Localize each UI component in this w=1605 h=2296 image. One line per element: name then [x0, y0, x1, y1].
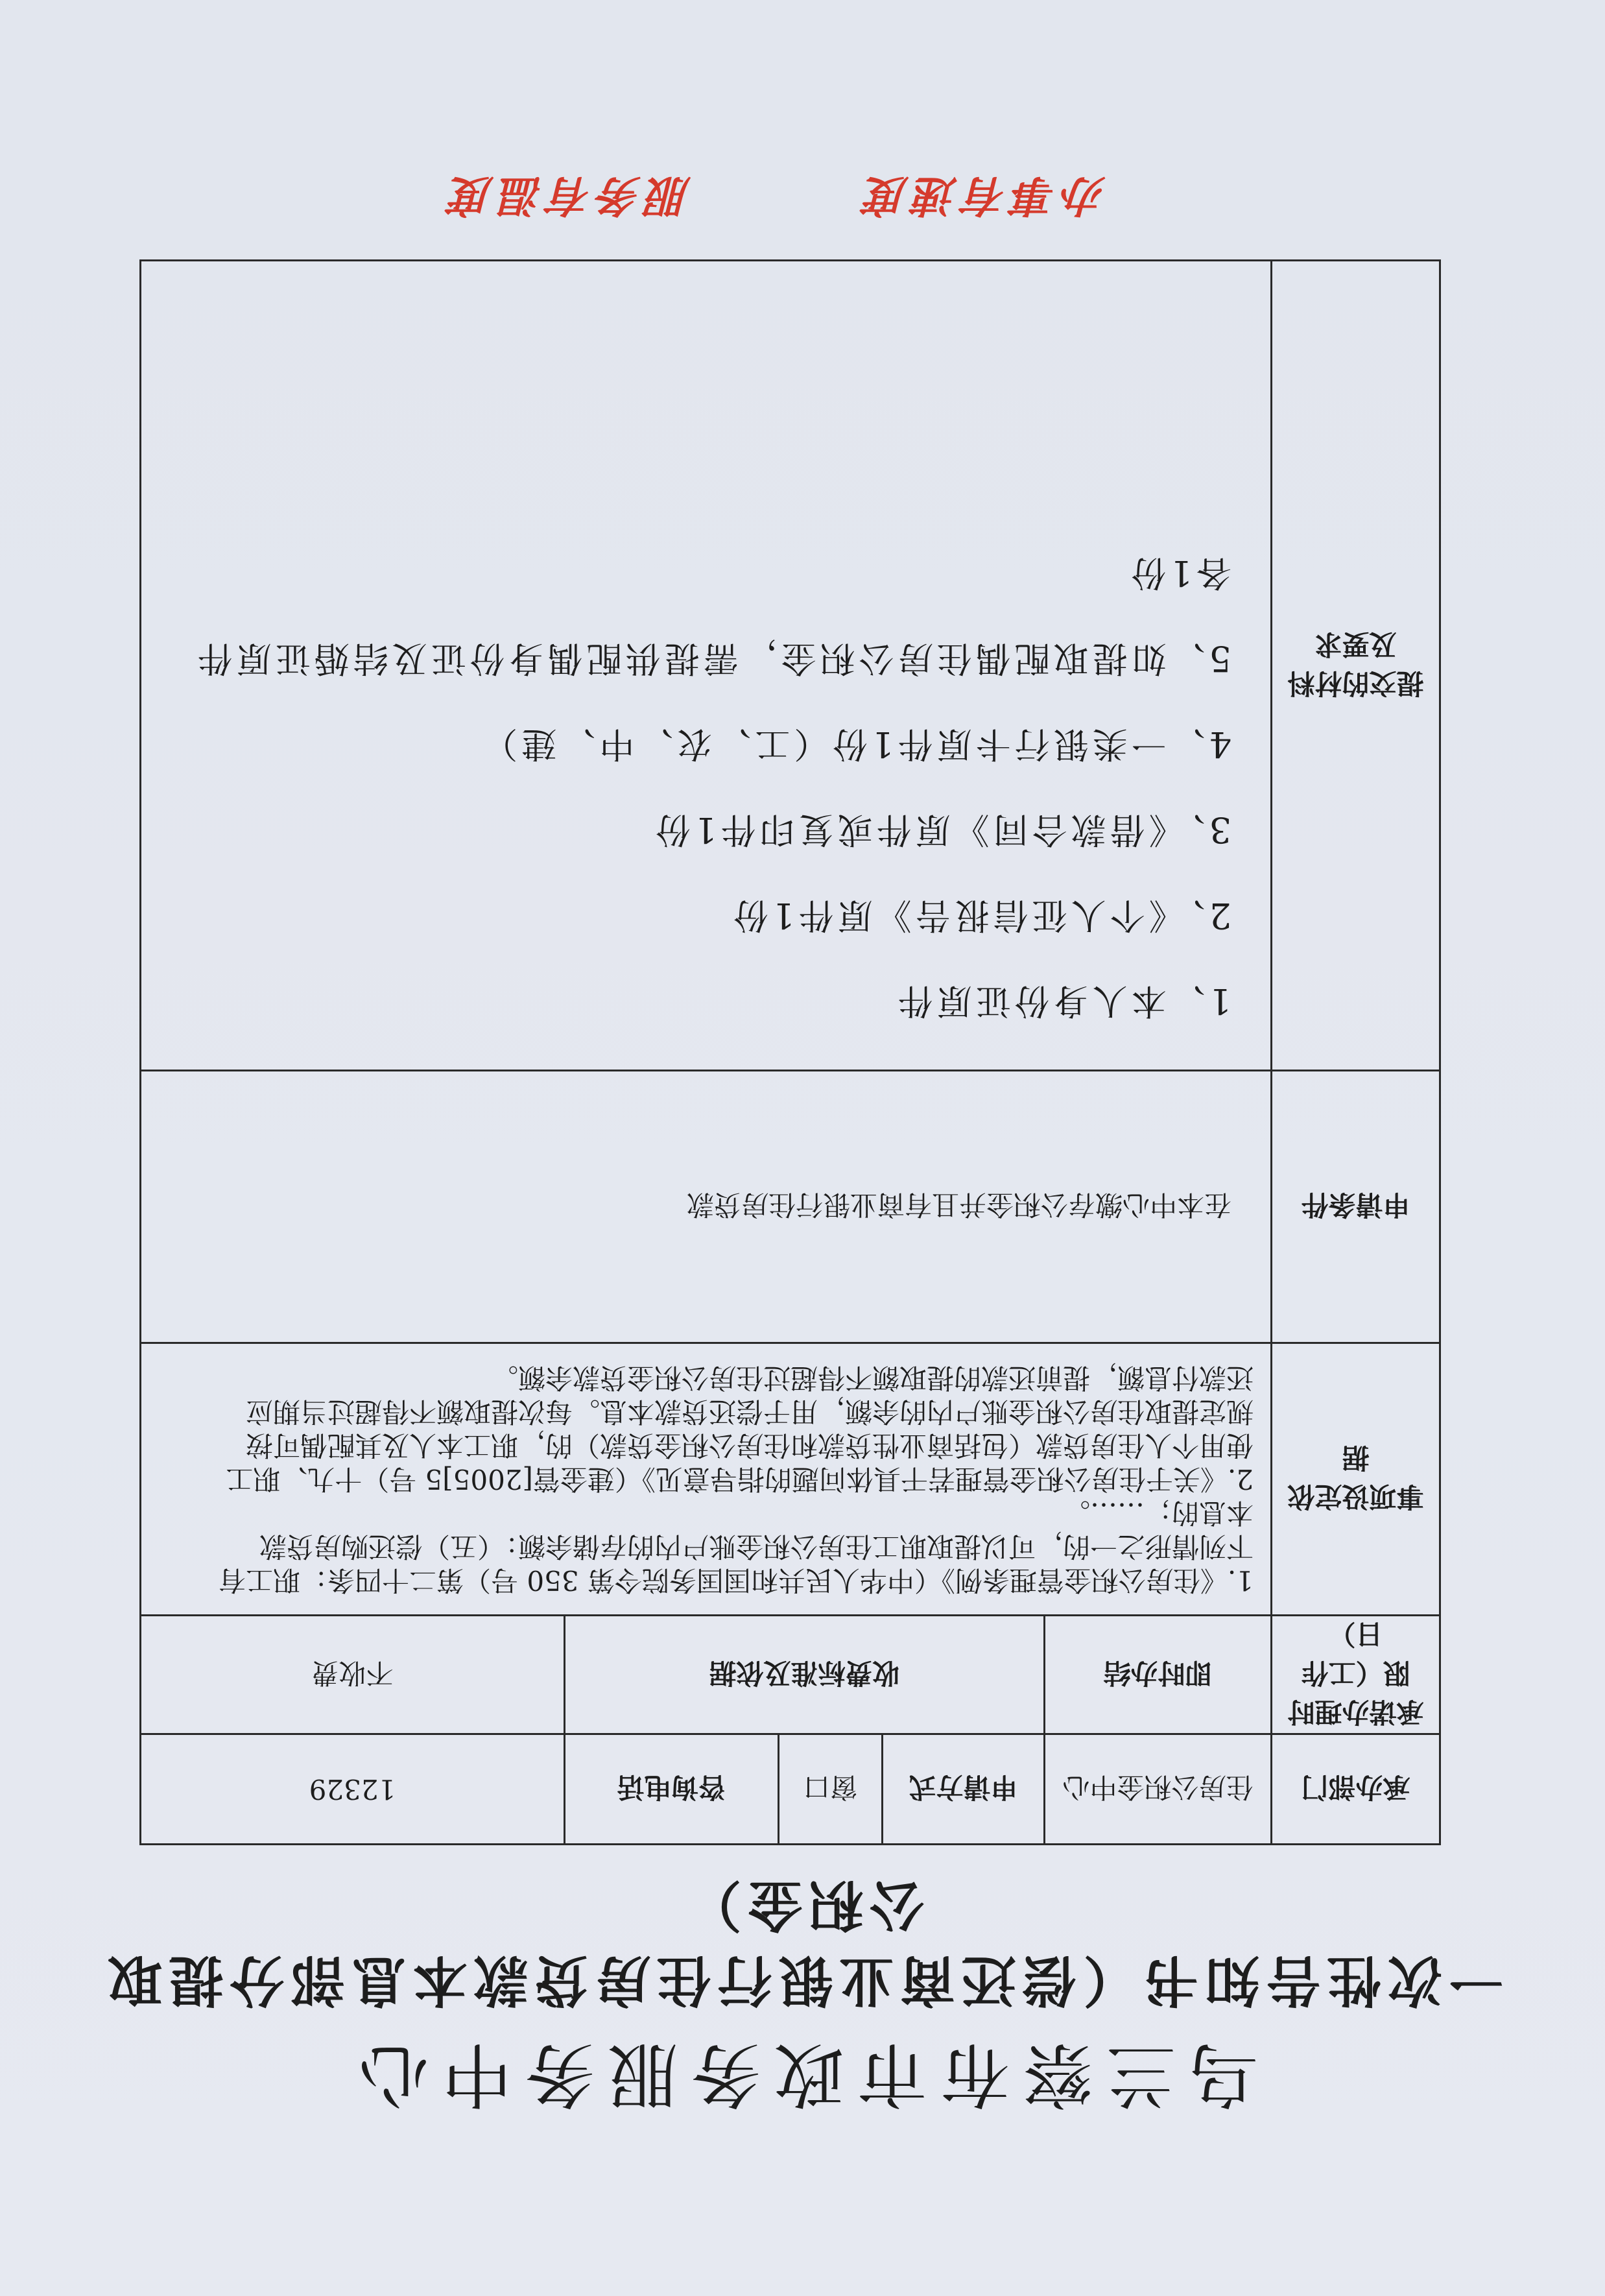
- notice-title-line1: 一次性告知书（偿还商业银行住房贷款本息部分提取: [101, 1948, 1504, 2013]
- dept-label: 承办部门: [1272, 1734, 1440, 1845]
- row-basis: [140, 1343, 1440, 1616]
- method-label: 申请方式: [883, 1734, 1045, 1845]
- basis-line: 还款付息额，提前还款的提取额不得超过住房公积金贷款余额。: [490, 1362, 1254, 1394]
- slogan-speed: 办事有速度: [859, 171, 1106, 221]
- notice-table: [139, 259, 1441, 1845]
- slogan-warmth: 服务有温度: [444, 171, 691, 221]
- basis-line: 使用个人住房贷款（包括商业性贷款和住房公积金贷款）的，职工本人及其配偶可按: [245, 1429, 1254, 1462]
- time-limit-label: 承诺办理时限（工作日）: [1272, 1616, 1440, 1734]
- basis-line: 下列情形之一的，可以提取职工住房公积金账户内的存储余额：（五）偿还购房贷款: [259, 1531, 1254, 1563]
- notice-title-line2: 公积金）: [680, 1873, 925, 1937]
- material-item: 5、如提取配偶住房公积金，需提供配偶身份证及结婚证原件: [193, 638, 1231, 679]
- phone-label: 咨询电话: [565, 1734, 779, 1845]
- time-limit-value: 即时办结: [1045, 1616, 1272, 1734]
- phone-value: 12329: [140, 1734, 564, 1845]
- row-time-limit: [140, 1616, 1440, 1734]
- condition-label: 申请条件: [1272, 1071, 1440, 1343]
- basis-line: 规定提取住房公积金账户内的余额，用于偿还贷款本息。每次提取额不得超过当期应: [245, 1396, 1254, 1428]
- materials-list: [140, 261, 1271, 1071]
- page-title: 乌兰察布市政务服务中心: [346, 2033, 1259, 2114]
- material-item: 1、本人身份证原件: [894, 981, 1231, 1022]
- material-item: 3、《借款合同》原件或复印件1份: [652, 809, 1231, 850]
- material-item: 2、《个人征信报告》原件1份: [730, 895, 1231, 936]
- basis-line: 1.《住房公积金管理条例》（中华人民共和国国务院令第 350 号）第二十四条：职工有: [219, 1564, 1254, 1597]
- basis-text: [140, 1343, 1271, 1616]
- basis-line: 本息的；……。: [1062, 1497, 1254, 1529]
- material-item: 4、一类银行卡原件1份（工、农、中、建）: [479, 724, 1231, 765]
- fee-label: 收费标准及依据: [565, 1616, 1045, 1734]
- material-item: 各1份: [1127, 553, 1231, 593]
- basis-label: 事项设定依据: [1272, 1343, 1440, 1616]
- method-value: 窗口: [779, 1734, 883, 1845]
- condition-value: 在本中心缴存公积金并且有商业银行住房贷款: [140, 1071, 1271, 1343]
- row-condition: [140, 1071, 1440, 1343]
- row-department: [140, 1734, 1440, 1845]
- dept-value: 住房公积金中心: [1045, 1734, 1272, 1845]
- materials-label: 提交的材料及要求: [1272, 261, 1440, 1071]
- basis-line: 2.《关于住房公积金管理若干具体问题的指导意见》（建金管[2005]5 号）十九、职工: [226, 1463, 1254, 1496]
- row-materials: [140, 261, 1440, 1071]
- fee-value: 不收费: [140, 1616, 564, 1734]
